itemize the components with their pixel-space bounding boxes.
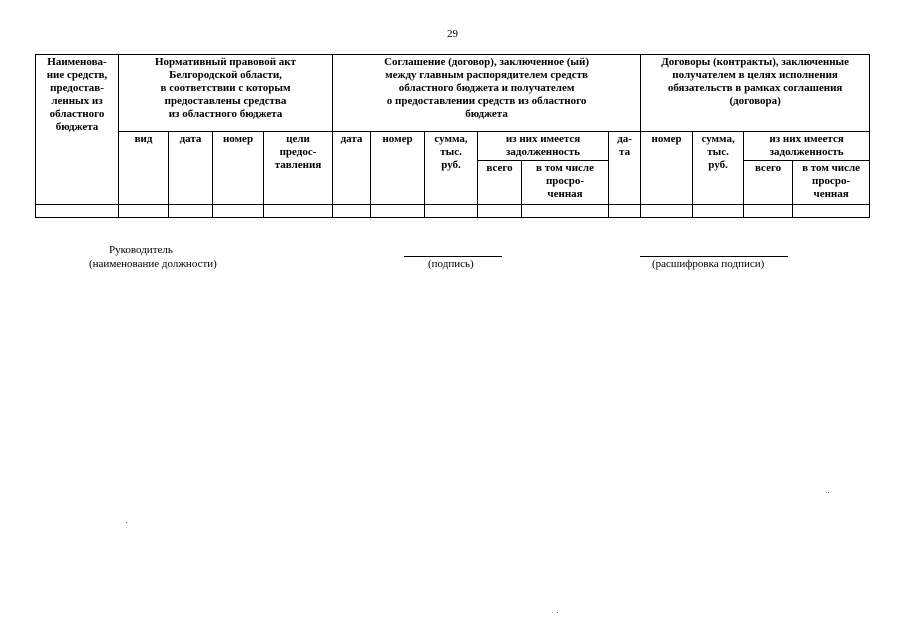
header-contract-number: номер: [641, 132, 693, 205]
header-agreement-number: номер: [371, 132, 425, 205]
page-number: 29: [447, 28, 458, 40]
scan-speck: [828, 492, 829, 493]
header-act-purpose: цели предос- тавления: [264, 132, 333, 205]
header-agreement: Соглашение (договор), заключенное (ый) между главным распорядителем средств областного бюджета и получателем о предоставлении средств из областного бюджета: [333, 55, 641, 132]
header-fund-name: Наименова- ние средств, предостав- ленных из областного бюджета: [36, 55, 119, 205]
table-cell: [609, 205, 641, 218]
header-contract-debt: из них имеется задолженность: [744, 132, 870, 161]
header-legal-act: Нормативный правовой акт Белгородской области, в соответствии с которым предоставлены средства из областного бюджета: [119, 55, 333, 132]
table-cell: [522, 205, 609, 218]
table-cell: [744, 205, 793, 218]
table-cell: [169, 205, 213, 218]
scan-speck: [126, 522, 127, 523]
header-agreement-debt-total: всего: [478, 161, 522, 205]
header-agreement-debt-overdue: в том числе просро- ченная: [522, 161, 609, 205]
signature-line: [404, 256, 502, 257]
header-agreement-sum: сумма, тыс. руб.: [425, 132, 478, 205]
head-label: Руководитель: [109, 244, 173, 256]
table-cell: [36, 205, 119, 218]
table-cell: [264, 205, 333, 218]
report-table: [35, 54, 870, 218]
header-contract-debt-total: всего: [744, 161, 793, 205]
table-row: [36, 205, 870, 218]
header-contract-sum: сумма, тыс. руб.: [693, 132, 744, 205]
header-contract-date: да- та: [609, 132, 641, 205]
table-cell: [641, 205, 693, 218]
table-cell: [693, 205, 744, 218]
header-agreement-date: дата: [333, 132, 371, 205]
table-cell: [213, 205, 264, 218]
position-caption: (наименование должности): [89, 258, 217, 270]
decoding-caption: (расшифровка подписи): [652, 258, 765, 270]
table-cell: [425, 205, 478, 218]
header-agreement-debt: из них имеется задолженность: [478, 132, 609, 161]
table-cell: [793, 205, 870, 218]
table-cell: [478, 205, 522, 218]
header-act-type: вид: [119, 132, 169, 205]
table-cell: [119, 205, 169, 218]
table-cell: [371, 205, 425, 218]
header-act-date: дата: [169, 132, 213, 205]
header-contract-debt-overdue: в том числе просро- ченная: [793, 161, 870, 205]
table-cell: [333, 205, 371, 218]
header-contracts: Договоры (контракты), заключенные получателем в целях исполнения обязательств в рамках соглашения (договора): [641, 55, 870, 132]
scan-speck: [557, 612, 558, 613]
signature-caption: (подпись): [428, 258, 474, 270]
header-act-number: номер: [213, 132, 264, 205]
decoding-line: [640, 256, 788, 257]
